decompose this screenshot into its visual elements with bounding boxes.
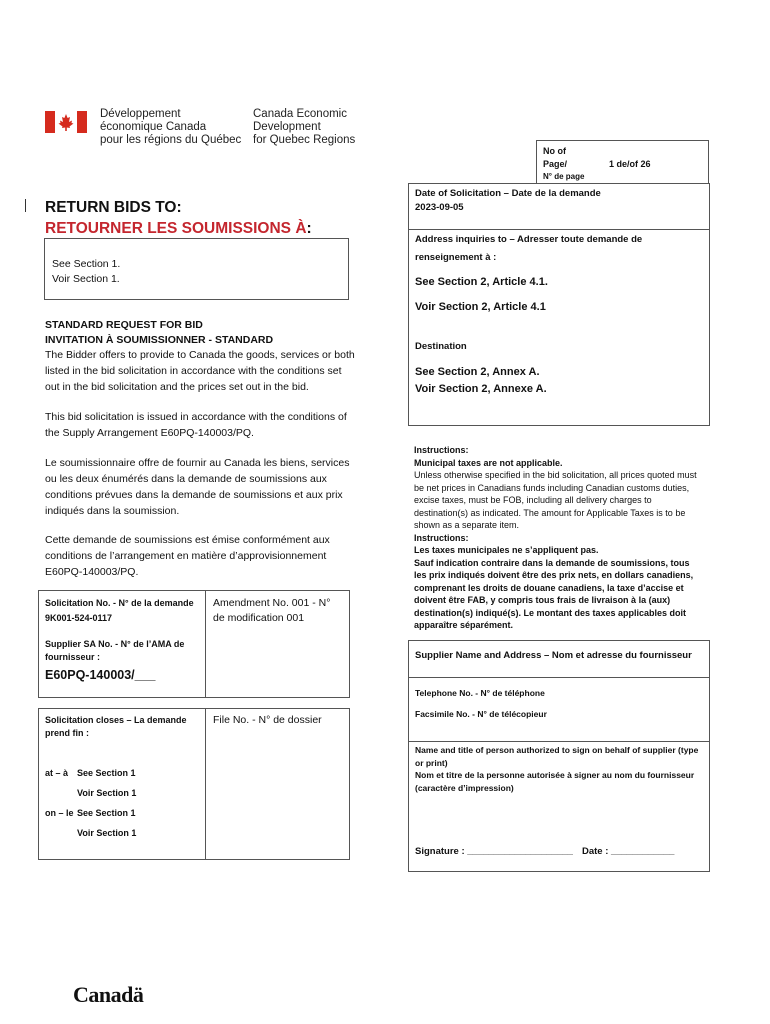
page-label: No of	[543, 146, 566, 156]
canada-flag-icon	[45, 111, 87, 133]
facsimile-label: Facsimile No. - N° de télécopieur	[415, 709, 547, 719]
request-paragraph-1: The Bidder offers to provide to Canada the goods, services or both listed in the bid solicitation in accordance with the conditions set out in the bid solicitation and the prices set out in the bid.	[45, 349, 355, 393]
closes-at-value-fr: Voir Section 1	[77, 788, 137, 798]
closes-label: Solicitation closes – La demande prend fin :	[45, 715, 187, 738]
instructions	[414, 444, 704, 632]
page-label-3: N° de page	[543, 172, 585, 181]
request-title-fr: INVITATION À SOUMISSIONNER - STANDARD	[45, 334, 274, 346]
return-address-box	[44, 238, 349, 300]
address-inquiries-label: Address inquiries to – Adresser toute demande de renseignement à :	[415, 234, 643, 263]
closes-at-value: See Section 1	[77, 768, 136, 778]
government-logo	[45, 108, 357, 150]
amendment-number: Amendment No. 001 - N° de modification 001	[213, 597, 331, 624]
request-paragraph-2: This bid solicitation is issued in accordance with the conditions of the Supply Arrangement E60PQ-140003/PQ.	[45, 411, 347, 439]
page-label-2: Page/	[543, 159, 568, 169]
signature-field[interactable]: Signature : ____________________	[415, 846, 573, 857]
solicitation-info-box	[408, 183, 710, 426]
solicitation-number-value: 9K001-524-0117	[45, 613, 113, 623]
request-paragraph-3: Le soumissionnaire offre de fournir au Canada les biens, services ou les deux énumérés dans la demande de soumissions aux conditions prévues dans la demande de soumissions et aux prix indiqués dans la soumission.	[45, 457, 350, 517]
date-label: Date of Solicitation – Date de la demande	[415, 188, 601, 199]
logo-text-english: Canada Economic Development for Quebec Regions	[253, 108, 356, 146]
canada-wordmark: Canadä	[73, 982, 144, 1007]
solicitation-number-label: Solicitation No. - N° de la demande	[45, 598, 194, 608]
supplier-sa-value: E60PQ-140003/___	[45, 668, 156, 682]
instructions-heading-fr: Instructions:	[414, 532, 469, 543]
page-number-box	[536, 140, 709, 184]
request-title: STANDARD REQUEST FOR BID	[45, 319, 203, 331]
instructions-text-en: Unless otherwise specified in the bid solicitation, all prices quoted must be net prices in Canadians funds including Canadian customs duties, excise taxes, must be FOB, including all delivery charges to destination(s) as indicated. The amount for Applicable Taxes is to be shown as a separate item.	[414, 470, 697, 530]
authorized-person-label: Name and title of person authorized to sign on behalf of supplier (type or print) Nom et titre de la personne autorisée à signer au nom du fournisseur (caractère d’impression)	[415, 745, 699, 793]
logo-text-french: Développement économique Canada pour les régions du Québec	[100, 108, 242, 146]
supplier-name-address-label: Supplier Name and Address – Nom et adresse du fournisseur	[415, 650, 692, 661]
solicitation-closes-box	[38, 708, 350, 860]
address-inquiries-value-fr: Voir Section 2, Article 4.1	[415, 301, 546, 313]
destination-label: Destination	[415, 341, 467, 352]
closes-on-label: on – le	[45, 808, 74, 818]
instructions-municipal-fr: Les taxes municipales ne s’appliquent pas.	[414, 545, 599, 555]
return-bids-title: RETURN BIDS TO:	[45, 199, 182, 216]
solicitation-box	[38, 590, 350, 698]
closes-on-value-fr: Voir Section 1	[77, 828, 137, 838]
solicitation-date: 2023-09-05	[415, 202, 464, 213]
request-paragraph-4: Cette demande de soumissions est émise conformément aux conditions de l’arrangement en matière d’approvisionnement E60PQ-140003/PQ.	[45, 534, 330, 578]
date-field[interactable]: Date : ____________	[582, 846, 675, 857]
telephone-label: Telephone No. - N° de téléphone	[415, 688, 545, 698]
instructions-heading: Instructions:	[414, 445, 469, 455]
closes-at-label: at – à	[45, 768, 69, 778]
instructions-text-fr: Sauf indication contraire dans la demande de soumissions, tous les prix indiqués doivent être des prix nets, en dollars canadiens, comprenant les droits de douane canadiens, la taxe d’accise et doivent être FAB, y compris tous frais de livraison à la (aux) destination(s) indiqué(s). Le montant des taxes applicables doit apparaître séparément.	[414, 557, 694, 630]
destination-value: See Section 2, Annex A.	[415, 366, 540, 378]
return-bids-title-fr: RETOURNER LES SOUMISSIONS À:	[45, 220, 312, 237]
instructions-municipal: Municipal taxes are not applicable.	[414, 457, 563, 468]
closes-on-value: See Section 1	[77, 808, 136, 818]
page-number-value: 1 de/of 26	[609, 159, 651, 169]
return-line-en: See Section 1.	[52, 258, 121, 270]
file-number-label: File No. - N° de dossier	[213, 714, 322, 726]
supplier-box	[408, 640, 710, 872]
supplier-sa-label: Supplier SA No. - N° de l’AMA de fournisseur :	[45, 639, 185, 662]
address-inquiries-value: See Section 2, Article 4.1.	[415, 276, 548, 288]
destination-value-fr: Voir Section 2, Annexe A.	[415, 383, 547, 395]
margin-mark	[25, 199, 26, 212]
return-line-fr: Voir Section 1.	[52, 273, 120, 285]
